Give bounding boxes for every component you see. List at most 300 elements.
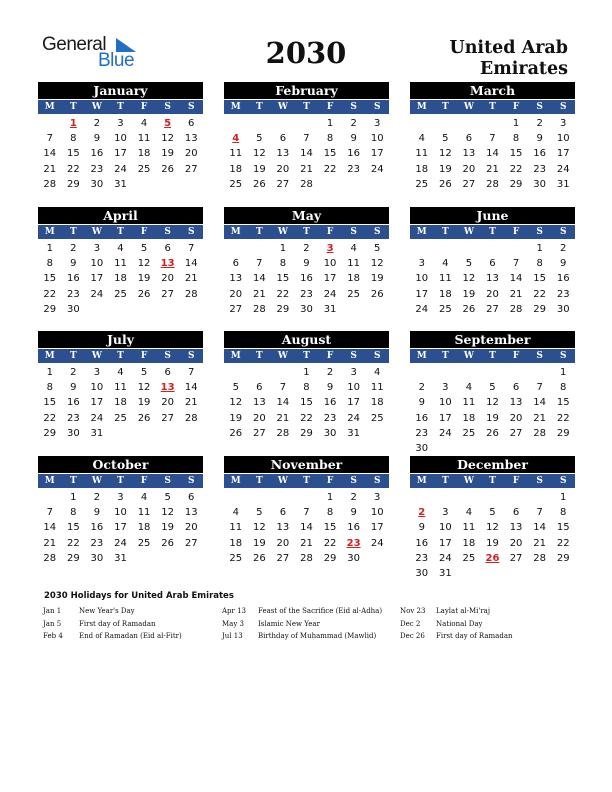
day-cell: 20 xyxy=(229,288,243,300)
day-cell: 9 xyxy=(350,507,357,519)
day-cell: 6 xyxy=(256,382,263,394)
month-name: October xyxy=(38,456,203,473)
day-cell: 15 xyxy=(43,273,57,285)
day-cell: 10 xyxy=(114,133,127,145)
day-cell: 6 xyxy=(232,258,239,270)
day-cell: 18 xyxy=(462,537,476,549)
day-cell: 16 xyxy=(90,148,104,160)
day-cell: 29 xyxy=(300,427,313,439)
empty-cell xyxy=(528,365,552,380)
day-cell: 30 xyxy=(90,178,104,190)
day-grid xyxy=(224,116,389,192)
weekday-label: T xyxy=(256,227,263,237)
day-cell: 9 xyxy=(70,382,77,394)
day-cell: 17 xyxy=(415,288,429,300)
weekday-label: F xyxy=(326,476,334,486)
day-cell: 29 xyxy=(66,178,80,190)
weekday-label: S xyxy=(350,102,357,112)
day-cell: 15 xyxy=(300,397,313,409)
day-cell: 22 xyxy=(66,163,80,175)
weekday-label: M xyxy=(230,227,241,237)
weekday-label: F xyxy=(140,351,148,361)
day-cell: 26 xyxy=(137,288,151,300)
day-cell: 24 xyxy=(90,288,104,300)
day-cell: 8 xyxy=(560,507,567,519)
day-cell: 14 xyxy=(533,397,546,409)
empty-cell xyxy=(295,116,319,131)
empty-cell xyxy=(271,365,295,380)
day-cell: 13 xyxy=(462,148,476,160)
day-cell: 5 xyxy=(374,243,381,254)
day-cell: 24 xyxy=(438,427,452,439)
day-cell: 17 xyxy=(347,397,360,409)
weekday-label: S xyxy=(164,102,171,112)
day-cell: 13 xyxy=(229,273,243,285)
holiday-column xyxy=(400,605,513,643)
empty-cell xyxy=(410,490,434,505)
empty-cell xyxy=(224,365,248,380)
day-cell: 8 xyxy=(46,382,53,394)
day-cell: 22 xyxy=(556,412,570,424)
weekday-label: S xyxy=(164,227,171,237)
weekday-label: S xyxy=(560,102,567,112)
weekday-label: M xyxy=(230,476,241,486)
day-cell: 26 xyxy=(370,288,384,300)
day-cell: 13 xyxy=(184,133,198,145)
weekday-label: S xyxy=(188,102,195,112)
day-cell: 12 xyxy=(370,258,384,270)
month-name: December xyxy=(410,456,575,473)
day-cell: 4 xyxy=(232,507,239,519)
day-cell: 11 xyxy=(229,148,243,160)
empty-cell xyxy=(528,490,552,505)
day-cell: 24 xyxy=(415,303,429,315)
weekday-label: W xyxy=(463,227,474,237)
month-name: February xyxy=(224,82,389,99)
holiday-date: Jan 5 xyxy=(43,619,62,628)
day-cell: 26 xyxy=(229,427,243,439)
empty-cell xyxy=(481,490,505,505)
weekday-label: T xyxy=(442,102,449,112)
weekday-label: F xyxy=(512,351,520,361)
weekday-label: S xyxy=(560,476,567,486)
weekday-label: T xyxy=(117,102,124,112)
day-cell: 1 xyxy=(536,243,543,254)
day-cell: 24 xyxy=(114,537,127,549)
weekday-label: T xyxy=(442,351,449,361)
weekday-label: W xyxy=(277,351,288,361)
holiday-row xyxy=(400,618,513,631)
weekday-label: S xyxy=(536,102,543,112)
holiday-row xyxy=(222,605,382,618)
day-cell: 25 xyxy=(438,303,452,315)
day-cell: 9 xyxy=(93,133,101,145)
day-cell: 27 xyxy=(229,303,243,315)
day-cell: 28 xyxy=(184,412,198,424)
day-cell: 7 xyxy=(188,243,195,254)
day-cell: 21 xyxy=(509,288,523,300)
month-10 xyxy=(224,456,389,566)
weekday-label: T xyxy=(70,351,77,361)
day-cell: 23 xyxy=(90,537,104,549)
weekday-header xyxy=(410,225,575,239)
empty-cell xyxy=(457,241,481,256)
day-cell: 28 xyxy=(486,178,499,190)
day-cell: 18 xyxy=(347,273,360,285)
weekday-header xyxy=(38,349,203,363)
month-name: March xyxy=(410,82,575,99)
day-cell: 3 xyxy=(442,382,449,394)
day-cell: 3 xyxy=(117,118,124,129)
empty-cell xyxy=(38,116,62,131)
day-cell: 23 xyxy=(415,427,429,439)
weekday-label: W xyxy=(91,351,102,361)
day-cell: 6 xyxy=(164,367,171,378)
day-cell: 18 xyxy=(137,522,151,534)
day-cell: 14 xyxy=(509,273,523,285)
day-cell: 14 xyxy=(43,148,57,160)
weekday-label: S xyxy=(374,351,381,361)
weekday-label: S xyxy=(188,476,195,486)
holiday-day-cell: 5 xyxy=(164,118,172,129)
day-cell: 27 xyxy=(462,178,476,190)
day-cell: 16 xyxy=(556,273,570,285)
day-cell: 10 xyxy=(415,273,429,285)
day-cell: 4 xyxy=(465,507,473,519)
month-2 xyxy=(410,82,575,192)
holiday-name: New Year's Day xyxy=(79,607,135,615)
day-cell: 22 xyxy=(323,537,337,549)
day-cell: 16 xyxy=(347,148,360,160)
day-cell: 17 xyxy=(90,273,104,285)
day-cell: 2 xyxy=(560,243,567,254)
day-cell: 25 xyxy=(137,163,151,175)
day-cell: 21 xyxy=(184,273,198,285)
day-cell: 15 xyxy=(276,273,290,285)
day-cell: 25 xyxy=(462,427,476,439)
empty-cell xyxy=(410,365,434,380)
day-cell: 12 xyxy=(137,258,151,270)
day-cell: 2 xyxy=(93,492,101,503)
day-cell: 7 xyxy=(536,382,543,394)
day-cell: 9 xyxy=(93,507,101,519)
holiday-date: Dec 2 xyxy=(400,619,421,628)
day-cell: 29 xyxy=(43,427,57,439)
day-cell: 20 xyxy=(276,537,290,549)
day-cell: 30 xyxy=(66,303,80,315)
weekday-label: T xyxy=(256,102,263,112)
day-cell: 20 xyxy=(252,412,266,424)
weekday-label: M xyxy=(230,102,241,112)
day-cell: 31 xyxy=(323,303,337,315)
day-grid xyxy=(410,116,575,192)
day-cell: 27 xyxy=(252,427,266,439)
day-cell: 18 xyxy=(114,273,127,285)
day-cell: 31 xyxy=(347,427,360,439)
day-cell: 10 xyxy=(323,258,337,270)
day-cell: 30 xyxy=(347,552,360,564)
day-cell: 11 xyxy=(462,397,476,409)
day-grid xyxy=(38,365,203,441)
day-cell: 11 xyxy=(438,273,452,285)
day-cell: 8 xyxy=(512,133,520,145)
day-cell: 27 xyxy=(276,552,290,564)
day-cell: 11 xyxy=(229,522,243,534)
day-cell: 23 xyxy=(533,163,546,175)
day-cell: 5 xyxy=(256,133,263,145)
holiday-column xyxy=(43,605,182,643)
day-cell: 21 xyxy=(43,163,57,175)
day-cell: 6 xyxy=(279,133,287,145)
day-cell: 13 xyxy=(486,273,499,285)
country-line-1: United Arab xyxy=(449,38,568,58)
empty-cell xyxy=(481,241,505,256)
holiday-row xyxy=(400,630,513,643)
day-cell: 5 xyxy=(140,367,148,378)
day-cell: 20 xyxy=(509,412,523,424)
weekday-label: M xyxy=(230,351,241,361)
day-cell: 30 xyxy=(300,303,313,315)
day-cell: 1 xyxy=(70,492,77,503)
day-cell: 30 xyxy=(415,567,429,579)
day-cell: 19 xyxy=(370,273,384,285)
empty-cell xyxy=(481,116,505,131)
weekday-header xyxy=(38,100,203,114)
holiday-date: Feb 4 xyxy=(43,632,63,640)
day-cell: 5 xyxy=(256,507,263,519)
day-cell: 22 xyxy=(300,412,313,424)
empty-cell xyxy=(295,490,319,505)
day-cell: 22 xyxy=(509,163,523,175)
day-cell: 28 xyxy=(43,552,57,564)
day-cell: 12 xyxy=(137,382,151,394)
day-cell: 5 xyxy=(465,258,473,270)
weekday-header xyxy=(224,225,389,239)
day-cell: 22 xyxy=(66,537,80,549)
day-cell: 2 xyxy=(303,243,310,254)
weekday-label: S xyxy=(350,227,357,237)
day-cell: 24 xyxy=(370,537,384,549)
day-cell: 14 xyxy=(276,397,290,409)
day-cell: 10 xyxy=(370,507,384,519)
day-cell: 17 xyxy=(114,148,127,160)
logo-word-blue: Blue xyxy=(98,50,135,71)
day-cell: 3 xyxy=(442,507,449,519)
day-cell: 2 xyxy=(350,492,357,503)
day-cell: 8 xyxy=(326,507,334,519)
weekday-label: W xyxy=(463,102,474,112)
holiday-day-cell: 13 xyxy=(160,258,175,270)
day-cell: 5 xyxy=(164,492,171,503)
weekday-label: S xyxy=(560,351,567,361)
day-cell: 29 xyxy=(556,552,570,564)
day-cell: 7 xyxy=(489,133,496,145)
day-cell: 6 xyxy=(279,507,287,519)
month-name: November xyxy=(224,456,389,473)
weekday-label: T xyxy=(70,227,77,237)
day-cell: 11 xyxy=(137,133,151,145)
day-cell: 21 xyxy=(533,537,546,549)
day-cell: 27 xyxy=(184,163,198,175)
weekday-label: T xyxy=(489,102,496,112)
day-cell: 9 xyxy=(536,133,543,145)
day-cell: 2 xyxy=(350,118,357,129)
day-cell: 3 xyxy=(560,118,567,129)
day-cell: 10 xyxy=(90,258,104,270)
day-cell: 25 xyxy=(137,537,151,549)
day-cell: 27 xyxy=(184,537,198,549)
weekday-label: S xyxy=(164,351,171,361)
weekday-label: F xyxy=(512,227,520,237)
day-cell: 3 xyxy=(418,258,425,270)
empty-cell xyxy=(504,241,528,256)
holiday-name: Birthday of Muhammad (Mawlid) xyxy=(258,632,377,640)
day-cell: 15 xyxy=(66,522,80,534)
day-cell: 11 xyxy=(347,258,360,270)
day-cell: 27 xyxy=(276,178,290,190)
day-cell: 29 xyxy=(556,427,570,439)
weekday-header xyxy=(38,225,203,239)
day-grid xyxy=(38,241,203,317)
day-cell: 29 xyxy=(43,303,57,315)
day-cell: 26 xyxy=(438,178,452,190)
day-cell: 27 xyxy=(486,303,499,315)
weekday-label: F xyxy=(326,351,334,361)
day-cell: 26 xyxy=(161,163,174,175)
day-cell: 18 xyxy=(229,163,243,175)
day-cell: 17 xyxy=(114,522,127,534)
day-cell: 1 xyxy=(303,367,310,378)
holiday-row xyxy=(43,605,182,618)
holiday-row xyxy=(43,618,182,631)
day-cell: 31 xyxy=(90,427,104,439)
empty-cell xyxy=(457,490,481,505)
day-cell: 31 xyxy=(556,178,570,190)
empty-cell xyxy=(248,241,272,256)
empty-cell xyxy=(248,116,272,131)
day-cell: 11 xyxy=(137,507,151,519)
day-cell: 14 xyxy=(184,258,198,270)
day-cell: 16 xyxy=(533,148,546,160)
day-grid xyxy=(224,241,389,317)
day-cell: 19 xyxy=(486,412,499,424)
weekday-label: W xyxy=(277,102,288,112)
holiday-row xyxy=(43,630,182,643)
holiday-day-cell: 23 xyxy=(346,537,361,549)
day-grid xyxy=(410,365,575,456)
day-cell: 17 xyxy=(438,537,452,549)
day-cell: 20 xyxy=(486,288,499,300)
day-cell: 25 xyxy=(347,288,360,300)
empty-cell xyxy=(457,116,481,131)
day-cell: 24 xyxy=(347,412,360,424)
weekday-label: T xyxy=(256,476,263,486)
day-cell: 7 xyxy=(512,258,520,270)
day-cell: 8 xyxy=(560,382,567,394)
day-cell: 19 xyxy=(137,397,151,409)
holiday-date: Apr 13 xyxy=(222,607,247,615)
weekday-header xyxy=(38,474,203,488)
day-cell: 15 xyxy=(323,148,337,160)
day-cell: 16 xyxy=(90,522,104,534)
day-cell: 12 xyxy=(486,397,499,409)
day-cell: 27 xyxy=(161,412,174,424)
weekday-label: T xyxy=(489,227,496,237)
weekday-header xyxy=(224,349,389,363)
weekday-label: W xyxy=(463,476,474,486)
weekday-label: W xyxy=(463,351,474,361)
day-cell: 5 xyxy=(442,133,449,145)
month-3 xyxy=(38,207,203,317)
day-cell: 1 xyxy=(560,367,567,378)
weekday-label: M xyxy=(44,476,55,486)
month-name: August xyxy=(224,331,389,348)
day-cell: 15 xyxy=(556,522,570,534)
day-cell: 7 xyxy=(536,507,543,519)
day-cell: 29 xyxy=(323,552,337,564)
weekday-label: S xyxy=(536,476,543,486)
day-cell: 6 xyxy=(188,492,195,503)
day-cell: 25 xyxy=(114,412,127,424)
day-cell: 4 xyxy=(350,243,357,254)
day-cell: 7 xyxy=(188,367,195,378)
holiday-row xyxy=(400,605,513,618)
day-cell: 28 xyxy=(300,552,313,564)
day-cell: 15 xyxy=(509,148,523,160)
month-1 xyxy=(224,82,389,192)
day-cell: 29 xyxy=(66,552,80,564)
weekday-label: S xyxy=(560,227,567,237)
day-cell: 2 xyxy=(536,118,543,129)
weekday-label: W xyxy=(91,227,102,237)
day-cell: 14 xyxy=(533,522,546,534)
day-cell: 3 xyxy=(117,492,124,503)
day-cell: 16 xyxy=(323,397,337,409)
day-cell: 7 xyxy=(279,382,287,394)
day-cell: 6 xyxy=(465,133,473,145)
day-cell: 17 xyxy=(556,148,570,160)
weekday-label: F xyxy=(326,227,334,237)
weekday-label: S xyxy=(350,476,357,486)
weekday-label: T xyxy=(303,476,310,486)
day-cell: 11 xyxy=(415,148,429,160)
day-cell: 16 xyxy=(300,273,313,285)
day-cell: 23 xyxy=(300,288,313,300)
empty-cell xyxy=(481,365,505,380)
day-cell: 3 xyxy=(374,118,381,129)
day-cell: 23 xyxy=(323,412,337,424)
day-cell: 8 xyxy=(279,258,287,270)
day-cell: 17 xyxy=(438,412,452,424)
day-cell: 9 xyxy=(418,397,425,409)
day-cell: 6 xyxy=(164,243,171,254)
day-cell: 14 xyxy=(486,148,499,160)
day-cell: 24 xyxy=(556,163,570,175)
day-cell: 12 xyxy=(161,507,174,519)
day-cell: 19 xyxy=(252,537,266,549)
day-cell: 2 xyxy=(418,382,425,394)
day-cell: 27 xyxy=(509,427,523,439)
day-cell: 8 xyxy=(70,133,77,145)
empty-cell xyxy=(410,241,434,256)
day-cell: 19 xyxy=(462,288,476,300)
weekday-label: S xyxy=(188,351,195,361)
holiday-day-cell: 3 xyxy=(326,243,334,254)
day-cell: 19 xyxy=(252,163,266,175)
holiday-date: Jan 1 xyxy=(43,607,62,615)
day-cell: 9 xyxy=(350,133,357,145)
empty-cell xyxy=(224,490,248,505)
